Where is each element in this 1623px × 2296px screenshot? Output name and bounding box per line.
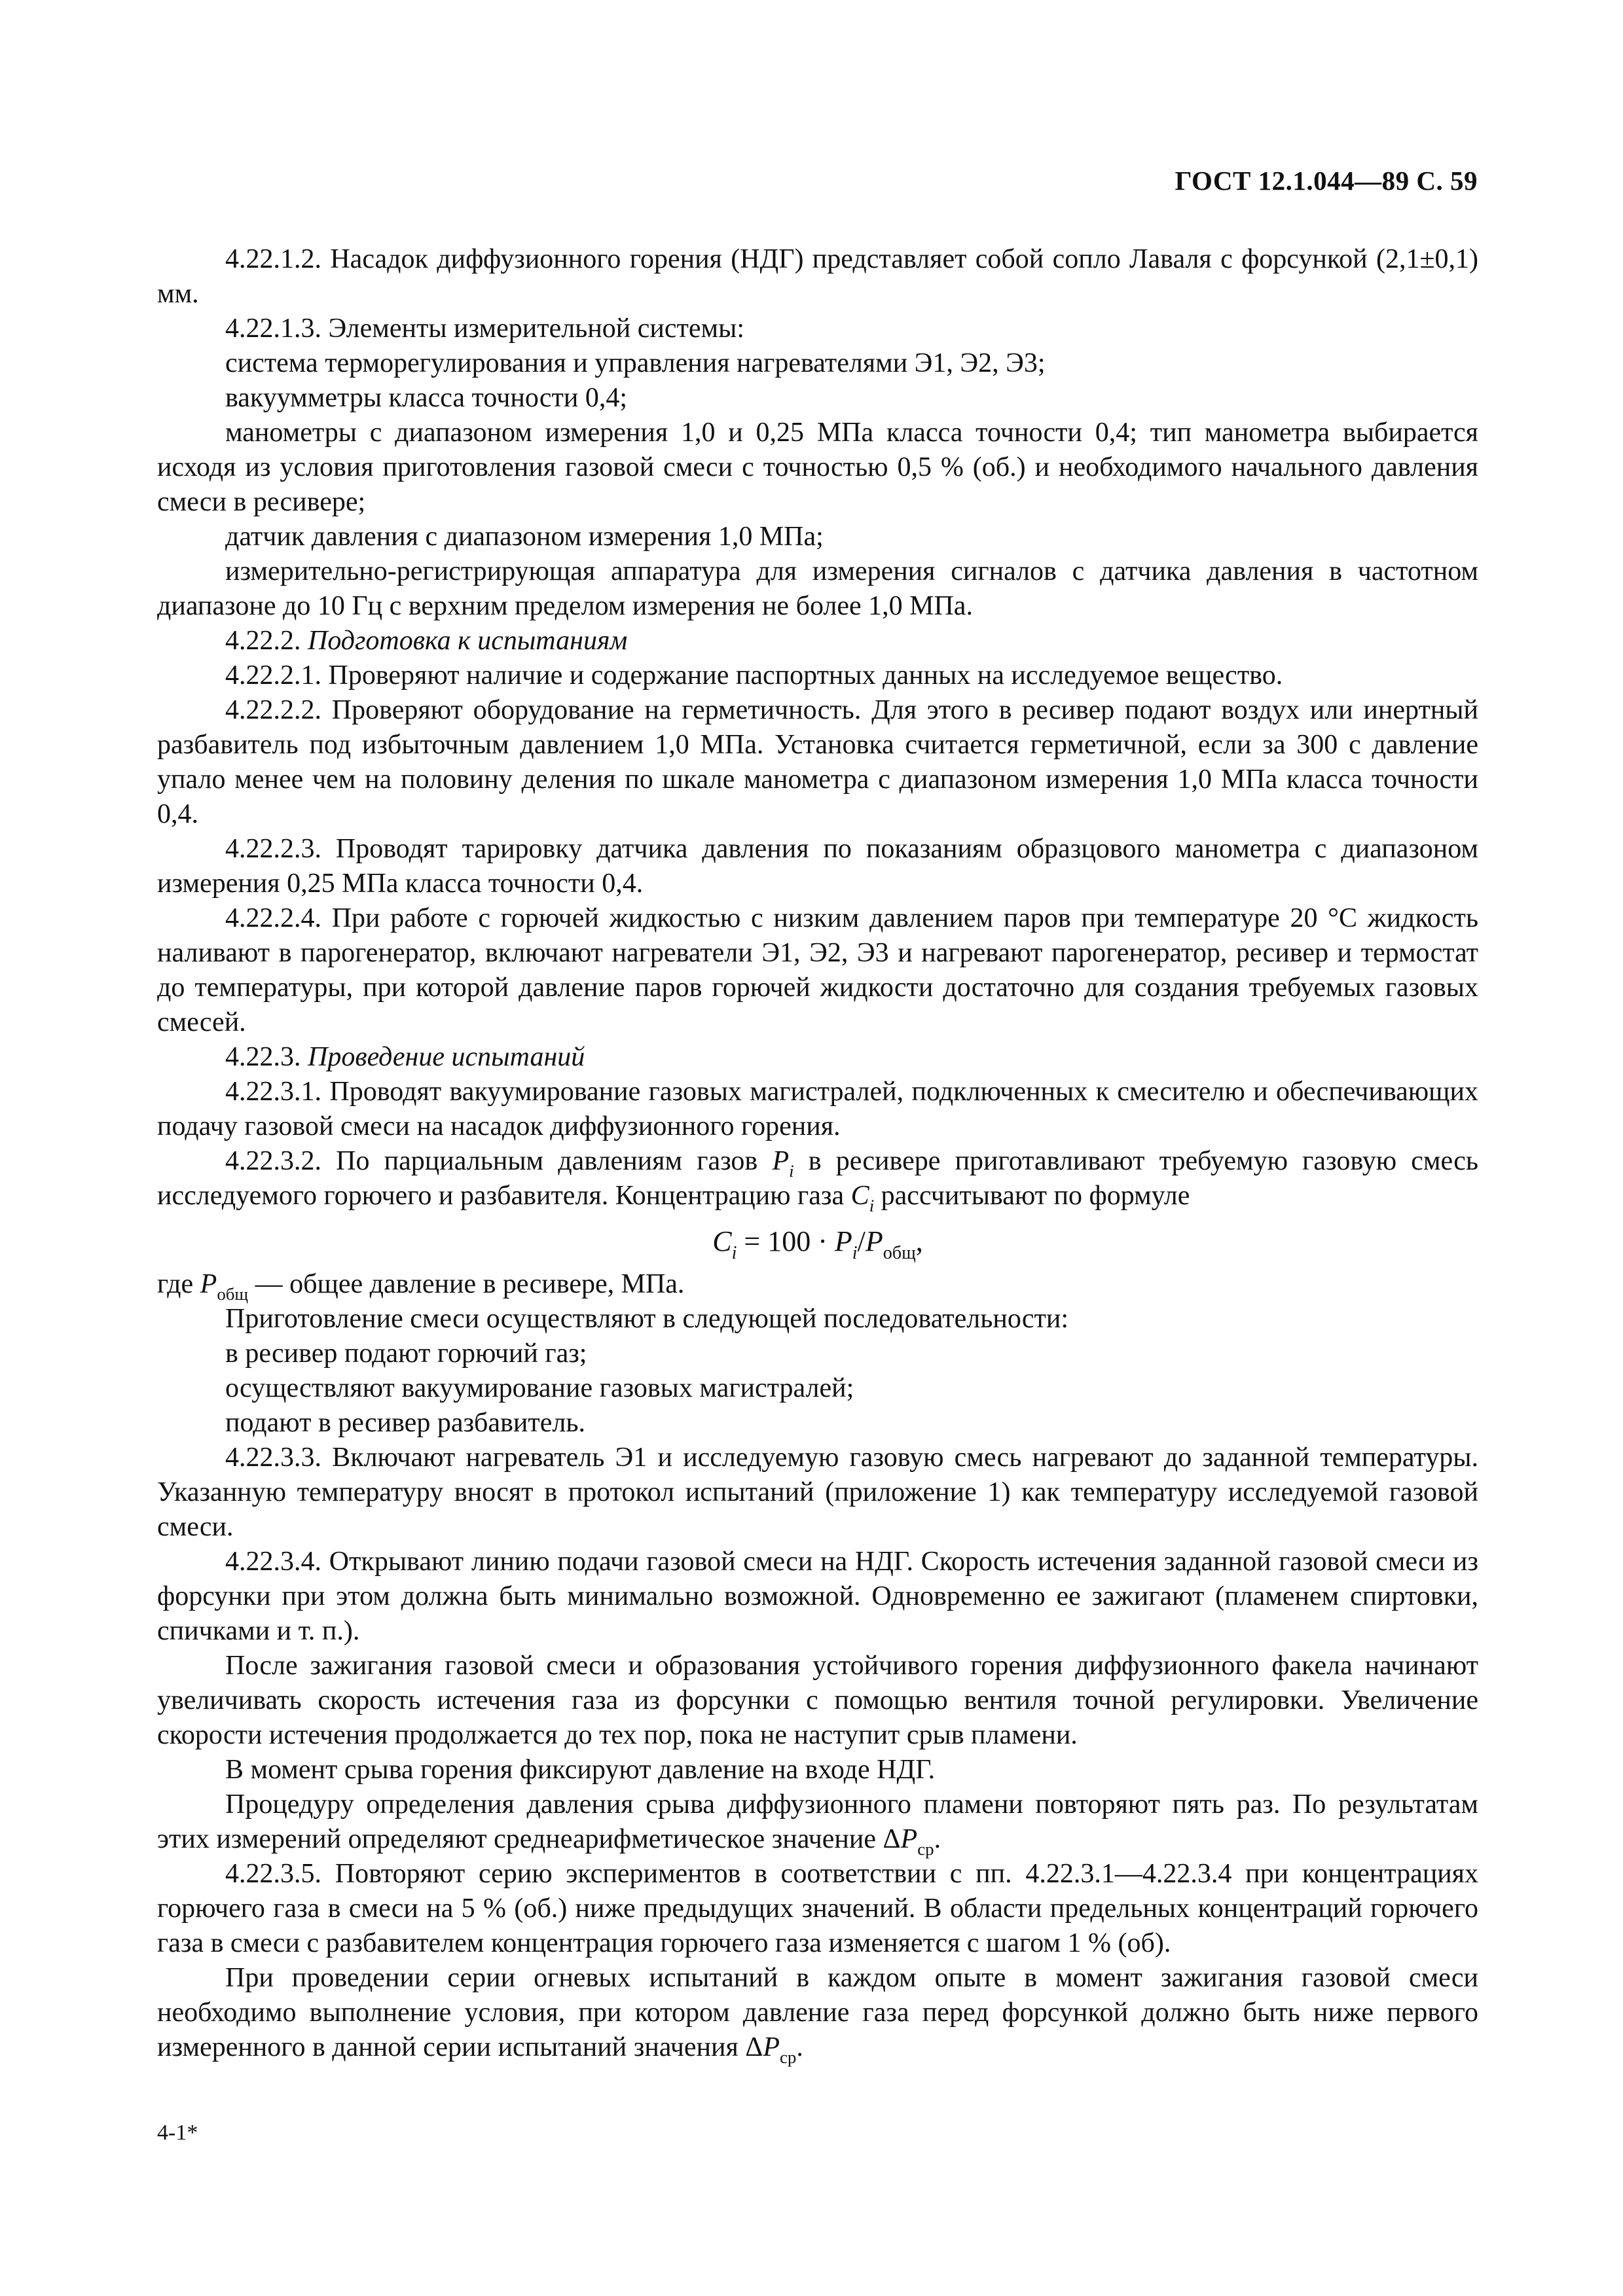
text-run: в ресивере приготавливают требуемую газовую смесь исследуемого горючего и разбавителя. Концентрацию газа (157, 1146, 1478, 1211)
paragraph: 4.22.3.5. Повторяют серию экспериментов в соответствии с пп. 4.22.3.1—4.22.3.4 при концентрациях горючего газа в смеси на 5 % (об.) ниже предыдущих значений. В области предельных концентраций горючего газа в смеси с разбавителем концентрация горючего газа изменяется с шагом 1 % (об). (157, 1859, 1478, 1958)
paragraph-final-condition (157, 1961, 1478, 2068)
list-item: датчик давления с диапазоном измерения 1,0 МПа; (225, 522, 824, 552)
paragraph: 4.22.2.1. Проверяют наличие и содержание паспортных данных на исследуемое вещество. (225, 660, 1283, 691)
text-run: При проведении серии огневых испытаний в каждом опыте в момент зажигания газовой смеси необходимо выполнение условия, при котором давление газа перед форсункой должно быть ниже первого измеренного в данной серии испытаний значения Δ (157, 1963, 1478, 2062)
section-title: Подготовка к испытаниям (308, 626, 628, 656)
subscript-i: i (731, 1242, 737, 1263)
paragraph: 4.22.3.1. Проводят вакуумирование газовых магистралей, подключенных к смесителю и обеспечивающих подачу газовой смеси на насадок диффузионного горения. (157, 1077, 1478, 1141)
text-run: . (934, 1824, 941, 1854)
symbol-c: C (712, 1225, 732, 1257)
paragraph: Приготовление смеси осуществляют в следующей последовательности: (225, 1304, 1069, 1334)
section-heading (157, 1040, 1478, 1075)
page-header: ГОСТ 12.1.044—89 С. 59 (1175, 166, 1478, 196)
symbol-p: P (772, 1146, 790, 1176)
paragraph: 4.22.1.2. Насадок диффузионного горения (НДГ) представляет собой сопло Лаваля с форсункой (2,1±0,1) мм. (157, 244, 1478, 309)
subscript-i: i (852, 1242, 858, 1263)
paragraph: 4.22.1.3. Элементы измерительной системы: (225, 314, 744, 344)
text-run: где (157, 1269, 200, 1299)
paragraph: 4.22.2.4. При работе с горючей жидкостью с низким давлением паров при температуре 20 °С жидкость наливают в парогенератор, включают нагреватели Э1, Э2, Э3 и нагревают парогенератор, ресивер и термостат до температуры, при которой давление паров горючей жидкости достаточно для создания требуемых газовых смесей. (157, 903, 1478, 1037)
symbol-c: C (850, 1181, 869, 1211)
formula-comma: , (915, 1225, 923, 1257)
formula-slash: / (857, 1225, 866, 1257)
list-item: подают в ресивер разбавитель. (225, 1408, 585, 1438)
page-footer-mark: 4-1* (157, 2121, 198, 2145)
paragraph: 4.22.3.3. Включают нагреватель Э1 и исследуемую газовую смесь нагревают до заданной температуры. Указанную температуру вносят в протокол испытаний (приложение 1) как температуру исследуемой газовой смеси. (157, 1443, 1478, 1542)
list-item: измерительно-регистрирующая аппаратура для измерения сигналов с датчика давления в частотном диапазоне до 10 Гц с верхним пределом измерения не более 1,0 МПа. (157, 556, 1478, 621)
list-item: вакуумметры класса точности 0,4; (225, 383, 628, 413)
formula-operator: = 100 · (737, 1225, 835, 1257)
symbol-p: P (900, 1824, 918, 1854)
section-heading (157, 624, 1478, 658)
text-run: 4.22.3.2. По парциальным давлениям газов (225, 1146, 773, 1176)
symbol-p: P (834, 1225, 852, 1257)
subscript-i: i (789, 1161, 794, 1181)
list-item: в ресивер подают горючий газ; (225, 1338, 587, 1369)
subscript-avg: ср (917, 1839, 934, 1859)
subscript-i: i (869, 1196, 875, 1216)
text-run: рассчитывают по формуле (874, 1181, 1190, 1211)
list-item: манометры с диапазоном измерения 1,0 и 0,25 МПа класса точности 0,4; тип манометра выбирается исходя из условия приготовления газовой смеси с точностью 0,5 % (об.) и необходимого начального давления смеси в ресивере; (157, 418, 1478, 517)
paragraph-partial-pressures (157, 1144, 1478, 1216)
paragraph-repeat-procedure (157, 1787, 1478, 1857)
subscript-avg: ср (779, 2047, 797, 2068)
subscript-total: общ (883, 1242, 916, 1263)
paragraph: 4.22.2.3. Проводят тарировку датчика давления по показаниям образцового манометра с диапазоном измерения 0,25 МПа класса точности 0,4. (157, 834, 1478, 899)
paragraph: В момент срыва горения фиксируют давление на входе НДГ. (225, 1755, 936, 1785)
symbol-p: P (763, 2032, 780, 2062)
section-number: 4.22.3. (225, 1042, 308, 1072)
text-run: — общее давление в ресивере, МПа. (248, 1269, 685, 1299)
text-run: . (796, 2032, 803, 2062)
paragraph: После зажигания газовой смеси и образования устойчивого горения диффузионного факела начинают увеличивать скорость истечения газа из форсунки с помощью вентиля точной регулировки. Увеличение скорости истечения продолжается до тех пор, пока не наступит срыв пламени. (157, 1651, 1478, 1750)
list-item: осуществляют вакуумирование газовых магистралей; (225, 1373, 854, 1403)
section-title: Проведение испытаний (308, 1042, 585, 1072)
document-body (157, 242, 1478, 2068)
list-item: система терморегулирования и управления нагревателями Э1, Э2, Э3; (225, 348, 1046, 378)
formula-legend (157, 1267, 1478, 1302)
paragraph: 4.22.3.4. Открывают линию подачи газовой смеси на НДГ. Скорость истечения заданной газовой смеси из форсунки при этом должна быть минимально возможной. Одновременно ее зажигают (пламенем спиртовки, спичками и т. п.). (157, 1547, 1478, 1646)
paragraph: 4.22.2.2. Проверяют оборудование на герметичность. Для этого в ресивер подают воздух или инертный разбавитель под избыточным давлением 1,0 МПа. Установка считается герметичной, если за 300 с давление упало менее чем на половину деления по шкале манометра с диапазоном измерения 1,0 МПа класса точности 0,4. (157, 695, 1478, 829)
concentration-formula (157, 1221, 1478, 1262)
section-number: 4.22.2. (225, 626, 308, 656)
subscript-total: общ (217, 1284, 249, 1304)
symbol-p: P (865, 1225, 883, 1257)
symbol-p: P (200, 1269, 217, 1299)
text-run: Процедуру определения давления срыва диффузионного пламени повторяют пять раз. По результатам этих измерений определяют среднеарифметическое значение Δ (157, 1789, 1478, 1854)
